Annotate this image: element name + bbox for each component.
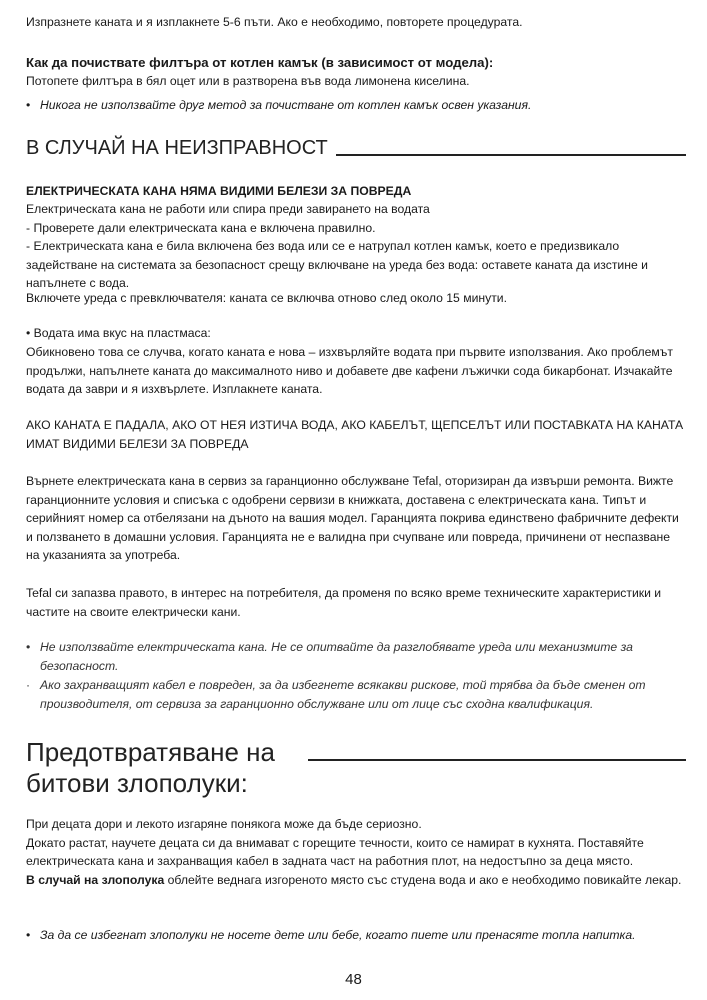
no-damage-line: - Електрическата кана е била включена без вода или се е натрупал котлен камък, което е предизвикало задействане на системата за безопасност срещу включване на уреда без вода: оставете каната да изстине и напълнете с вода. bbox=[26, 239, 648, 290]
fallen-heading: АКО КАНАТА Е ПАДАЛА, АКО ОТ НЕЯ ИЗТИЧА ВОДА, АКО КАБЕЛЪТ, ЩЕПСЕЛЪТ ИЛИ ПОСТАВКАТА НА КАНАТА ИМАТ ВИДИМИ БЕЛЕЗИ ЗА ПОВРЕДА bbox=[26, 418, 684, 451]
plastic-text: Обикновено това се случва, когато каната е нова – изхвърляйте водата при първите използвания. Ако проблемът продължи, напълнете каната до максималното ниво и добавете две кафени лъжички сода бикарбонат. Изчакайте водата да заври и я изхвърлете. Изплакнете каната. bbox=[26, 345, 673, 396]
warning-bullet bbox=[26, 676, 686, 713]
restart-text: Включете уреда с превключвателя: каната се включва отново след около 15 минути. bbox=[26, 291, 507, 305]
warning-bullet bbox=[26, 638, 686, 675]
plastic-title bbox=[26, 324, 686, 343]
heading-rule bbox=[308, 759, 686, 761]
small-bullet-icon: • bbox=[26, 326, 34, 340]
filter-text: Потопете филтъра в бял оцет или в разтворена във вода лимонена киселина. bbox=[26, 74, 470, 88]
bullet-dot-icon: • bbox=[26, 640, 31, 654]
prevention-block bbox=[26, 815, 686, 889]
malfunction-heading-text: В СЛУЧАЙ НА НЕИЗПРАВНОСТ bbox=[26, 137, 328, 159]
accident-text: облейте веднага изгореното място със студена вода и ако е необходимо повикайте лекар. bbox=[164, 872, 682, 887]
service-text: Върнете електрическата кана в сервиз за гаранционно обслужване Tefal, оторизиран да извърши ремонта. Вижте гаранционните условия и списъка с одобрени сервизи в книжката, доставена с електрическата кана. Типът и серийният номер са отбелязани на дъното на вашия модел. Гаранцията покрива единствено фабричните дефекти и ползването в домашни условия. Гаранцията не е валидна при счупване или повреда, причинени от неспазване на указанията за употреба. bbox=[26, 474, 679, 562]
no-damage-line: Електрическата кана не работи или спира преди завирането на водата bbox=[26, 202, 430, 216]
filter-heading: Как да почиствате филтъра от котлен камък (в зависимост от модела): bbox=[26, 55, 494, 70]
no-damage-heading: ЕЛЕКТРИЧЕСКАТА КАНА НЯМА ВИДИМИ БЕЛЕЗИ ЗА ПОВРЕДА bbox=[26, 184, 412, 198]
bullet-dot-icon: • bbox=[26, 928, 31, 942]
final-bullet bbox=[26, 926, 686, 945]
plastic-title-text: Водата има вкус на пластмаса: bbox=[33, 326, 211, 340]
intro-line: Изпразнете каната и я изплакнете 5-6 пъти. Ако е необходимо, повторете процедурата. bbox=[26, 15, 523, 29]
bullet-dot-icon: · bbox=[26, 678, 31, 692]
prevention-line: Докато растат, научете децата си да внимават с горещите течности, които се намират в кухнята. Поставяйте електрическата кана и захранващия кабел в задната част на работния плот, на недостъпно за деца място. bbox=[26, 835, 644, 868]
prevention-line: При децата дори и лекото изгаряне понякога може да бъде сериозно. bbox=[26, 817, 422, 831]
no-damage-block bbox=[26, 200, 686, 293]
warning-bullet-text: Не използвайте електрическата кана. Не се опитвайте да разглобявате уреда или механизмите за безопасност. bbox=[40, 640, 633, 673]
no-damage-line: - Проверете дали електрическата кана е включена правилно. bbox=[26, 220, 376, 235]
warning-bullet-text: Ако захранващият кабел е повреден, за да избегнете всякакви рискове, той трябва да бъде сменен от производителя, от сервиза за гаранционно обслужване или от лице със сходна квалификация. bbox=[40, 678, 646, 711]
bullet-dot-icon: • bbox=[26, 98, 31, 112]
filter-bullet-text: Никога не използвайте друг метод за почистване от котлен камък освен указания. bbox=[40, 98, 532, 112]
prevention-section-heading bbox=[26, 737, 686, 799]
heading-rule bbox=[336, 154, 686, 156]
accident-bold: В случай на злополука bbox=[26, 872, 165, 887]
final-bullet-text: За да се избегнат злополуки не носете дете или бебе, когато пиете или пренасяте топла напитка. bbox=[40, 928, 636, 942]
accident-paragraph bbox=[26, 871, 686, 890]
prevention-heading-line: битови злополуки: bbox=[26, 768, 248, 798]
page-number: 48 bbox=[345, 971, 362, 988]
filter-bullet bbox=[26, 96, 686, 115]
prevention-heading-line: Предотвратяване на bbox=[26, 737, 275, 767]
tefal-text: Tefal си запазва правото, в интерес на потребителя, да променя по всяко време техническите характеристики и частите на своите електрически кани. bbox=[26, 586, 662, 619]
malfunction-section-heading bbox=[26, 137, 686, 160]
